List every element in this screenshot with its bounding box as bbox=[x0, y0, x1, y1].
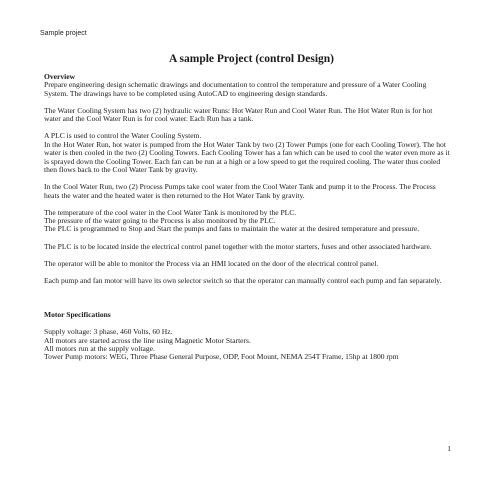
overview-line: System. The drawings have to be completed using AutoCAD to engineering design standards. bbox=[44, 88, 328, 98]
runs-paragraph-line: water and the Cool Water Run is for cool water. Each Run has a tank. bbox=[44, 114, 254, 124]
document-body bbox=[44, 73, 469, 362]
motor-specifications-heading: Motor Specifications bbox=[44, 310, 111, 320]
running-header: Sample project bbox=[40, 30, 87, 37]
switch-paragraph-line: Each pump and fan motor will have its own selector switch so that the operator can manually control each pump and fan separately. bbox=[44, 275, 442, 285]
overview-line: Prepare engineering design schematic drawings and documentation to control the temperature and pressure of a Water Cooling bbox=[44, 80, 427, 90]
motor-spec-line: Tower Pump motors: WEG, Three Phase General Purpose, ODP, Foot Mount, NEMA 254T Frame, 15hp at 1800 rpm bbox=[44, 352, 399, 362]
page-number: 1 bbox=[447, 444, 451, 453]
plc-paragraph-line: A PLC is used to control the Water Cooling System. bbox=[44, 131, 202, 141]
monitor-paragraph-line: The temperature of the cool water in the Cool Water Tank is monitored by the PLC. bbox=[44, 207, 297, 217]
plc-paragraph-line: water is then cooled in the two (2) Cooling Towers. Each Cooling Tower has a fan which can be used to cool the water even more as it bbox=[44, 148, 450, 158]
document-title: A sample Project (control Design) bbox=[168, 53, 334, 65]
motor-spec-line: All motors run at the supply voltage. bbox=[44, 344, 155, 354]
location-paragraph-line: The PLC is to be located inside the electrical control panel together with the motor starters, fuses and other associated hardware. bbox=[44, 241, 432, 251]
plc-paragraph-line: In the Hot Water Run, hot water is pumped from the Hot Water Tank by two (2) Tower Pumps (one for each Cooling Tower). The hot bbox=[44, 139, 446, 149]
motor-spec-line: Supply voltage: 3 phase, 460 Volts, 60 Hz. bbox=[44, 327, 173, 337]
cool-run-paragraph-line: In the Cool Water Run, two (2) Process Pumps take cool water from the Cool Water Tank and pump it to the Process. The Process bbox=[44, 182, 436, 192]
monitor-paragraph-line: The PLC is programmed to Stop and Start the pumps and fans to maintain the water at the desired temperature and pressure. bbox=[44, 224, 420, 234]
plc-paragraph-line: is sprayed down the Cooling Tower. Each fan can be run at a high or a low speed to get the required cooling. The water thus cooled bbox=[44, 156, 441, 166]
cool-run-paragraph-line: heats the water and the heated water is then returned to the Hot Water Tank by gravity. bbox=[44, 190, 305, 200]
overview-heading: Overview bbox=[44, 72, 76, 81]
runs-paragraph-line: The Water Cooling System has two (2) hydraulic water Runs: Hot Water Run and Cool Water Run. The Hot Water Run is for hot bbox=[44, 105, 433, 115]
section-gap bbox=[44, 285, 469, 311]
monitor-paragraph-line: The pressure of the water going to the Process is also monitored by the PLC. bbox=[44, 216, 276, 226]
hmi-paragraph-line: The operator will be able to monitor the Process via an HMI located on the door of the electrical control panel. bbox=[44, 258, 379, 268]
plc-paragraph-line: then flows back to the Cool Water Tank by gravity. bbox=[44, 165, 198, 175]
motor-spec-line: All motors are started across the line using Magnetic Motor Starters. bbox=[44, 335, 251, 345]
